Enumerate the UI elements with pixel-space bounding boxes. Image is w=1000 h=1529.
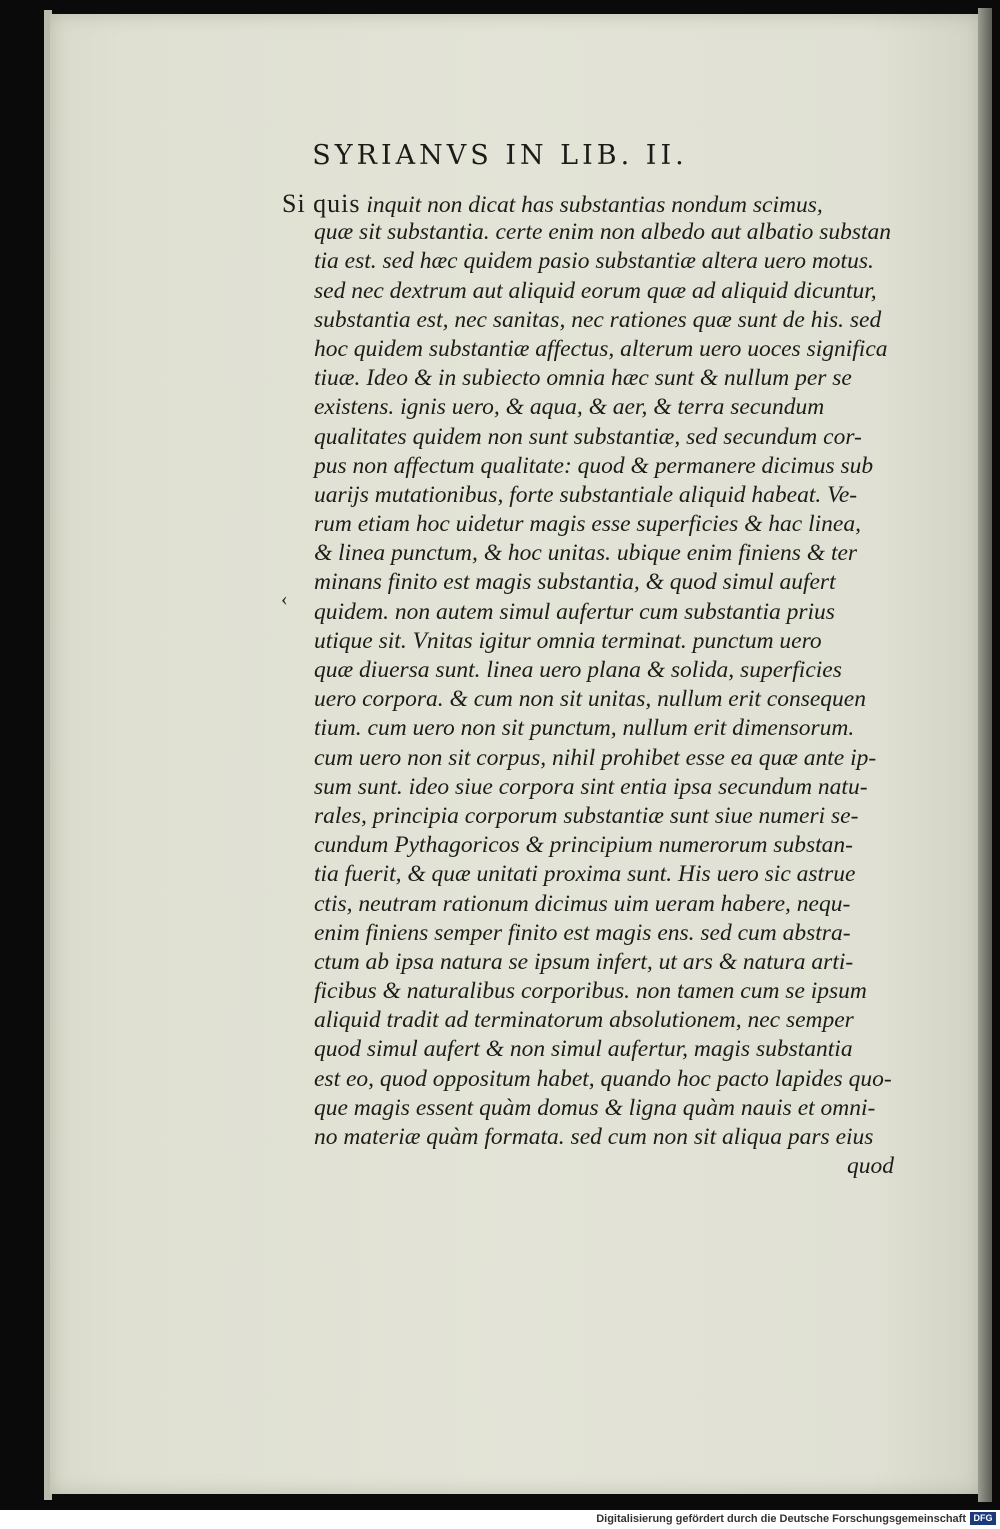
text-line: quod simul aufert & non simul aufertur, magis substantia xyxy=(314,1036,853,1063)
text-line: qualitates quidem non sunt substantiæ, sed secundum cor- xyxy=(314,423,862,450)
catchword: quod xyxy=(847,1153,894,1180)
digitization-credit: Digitalisierung gefördert durch die Deutsche Forschungsgemeinschaft xyxy=(596,1513,966,1525)
text-line: quæ sit substantia. certe enim non albedo aut albatio substan xyxy=(314,219,892,246)
text-line: pus non affectum qualitate: quod & permanere dicimus sub xyxy=(314,452,874,479)
text-line: tium. cum uero non sit punctum, nullum erit dimensorum. xyxy=(314,715,855,742)
text-line: & linea punctum, & hoc unitas. ubique enim finiens & ter xyxy=(314,540,858,567)
text-line: cum uero non sit corpus, nihil prohibet esse ea quæ ante ip- xyxy=(314,744,877,771)
page-right-edge xyxy=(978,8,992,1502)
text-line: utique sit. Vnitas igitur omnia terminat. punctum uero xyxy=(314,627,822,654)
text-line: tiuæ. Ideo & in subiecto omnia hæc sunt & nullum per se xyxy=(314,365,852,392)
text-line: ctis, neutram rationum dicimus uim ueram habere, nequ- xyxy=(314,890,851,917)
text-line: substantia est, nec sanitas, nec rationes quæ sunt de his. sed xyxy=(314,306,882,333)
text-line: rales, principia corporum substantiæ sunt siue numeri se- xyxy=(314,802,859,829)
opening-word: Si quis xyxy=(282,189,361,218)
text-line: Si quis inquit non dicat has substantias nondum scimus, xyxy=(282,189,823,218)
text-line: uero corpora. & cum non sit unitas, nullum erit consequen xyxy=(314,686,866,713)
text-line: sed nec dextrum aut aliquid eorum quæ ad aliquid dicuntur, xyxy=(314,277,877,304)
text-line: ficibus & naturalibus corporibus. non tamen cum se ipsum xyxy=(314,978,867,1005)
text-line: enim finiens semper finito est magis ens. sed cum abstra- xyxy=(314,919,851,946)
text-line: no materiæ quàm formata. sed cum non sit aliqua pars eius xyxy=(314,1124,874,1150)
running-head: SYRIANVS IN LIB. II. xyxy=(312,140,688,171)
text-line: uarijs mutationibus, forte substantiale aliquid habeat. Ve- xyxy=(314,481,858,508)
text-line: tia est. sed hæc quidem pasio substantiæ altera uero motus. xyxy=(314,248,874,275)
text-line: ctum ab ipsa natura se ipsum infert, ut ars & natura arti- xyxy=(314,948,854,975)
dfg-logo: DFG xyxy=(970,1512,996,1525)
text-line: rum etiam hoc uidetur magis esse superficies & hac linea, xyxy=(314,511,861,538)
body-text xyxy=(282,189,902,1181)
text-line: tia fuerit, & quæ unitati proxima sunt. His uero sic astrue xyxy=(314,861,856,888)
text-line: minans finito est magis substantia, & quod simul aufert xyxy=(314,569,836,596)
text-line: existens. ignis uero, & aqua, & aer, & terra secundum xyxy=(314,394,825,421)
text-line: quæ diuersa sunt. linea uero plana & solida, superficies xyxy=(314,657,842,683)
text-line: hoc quidem substantiæ affectus, alterum uero uoces significa xyxy=(314,335,888,362)
text-line: que magis essent quàm domus & ligna quàm nauis et omni- xyxy=(314,1094,876,1121)
text-line: quidem. non autem simul aufertur cum substantia prius xyxy=(314,598,835,625)
text-line: est eo, quod oppositum habet, quando hoc pacto lapides quo- xyxy=(314,1065,892,1092)
text-line: cundum Pythagoricos & principium numerorum substan- xyxy=(314,832,853,859)
text-line: sum sunt. ideo siue corpora sint entia ipsa secundum natu- xyxy=(314,773,868,800)
margin-mark: ‹ xyxy=(281,588,288,610)
text-line: aliquid tradit ad terminatorum absolutionem, nec semper xyxy=(314,1007,854,1034)
